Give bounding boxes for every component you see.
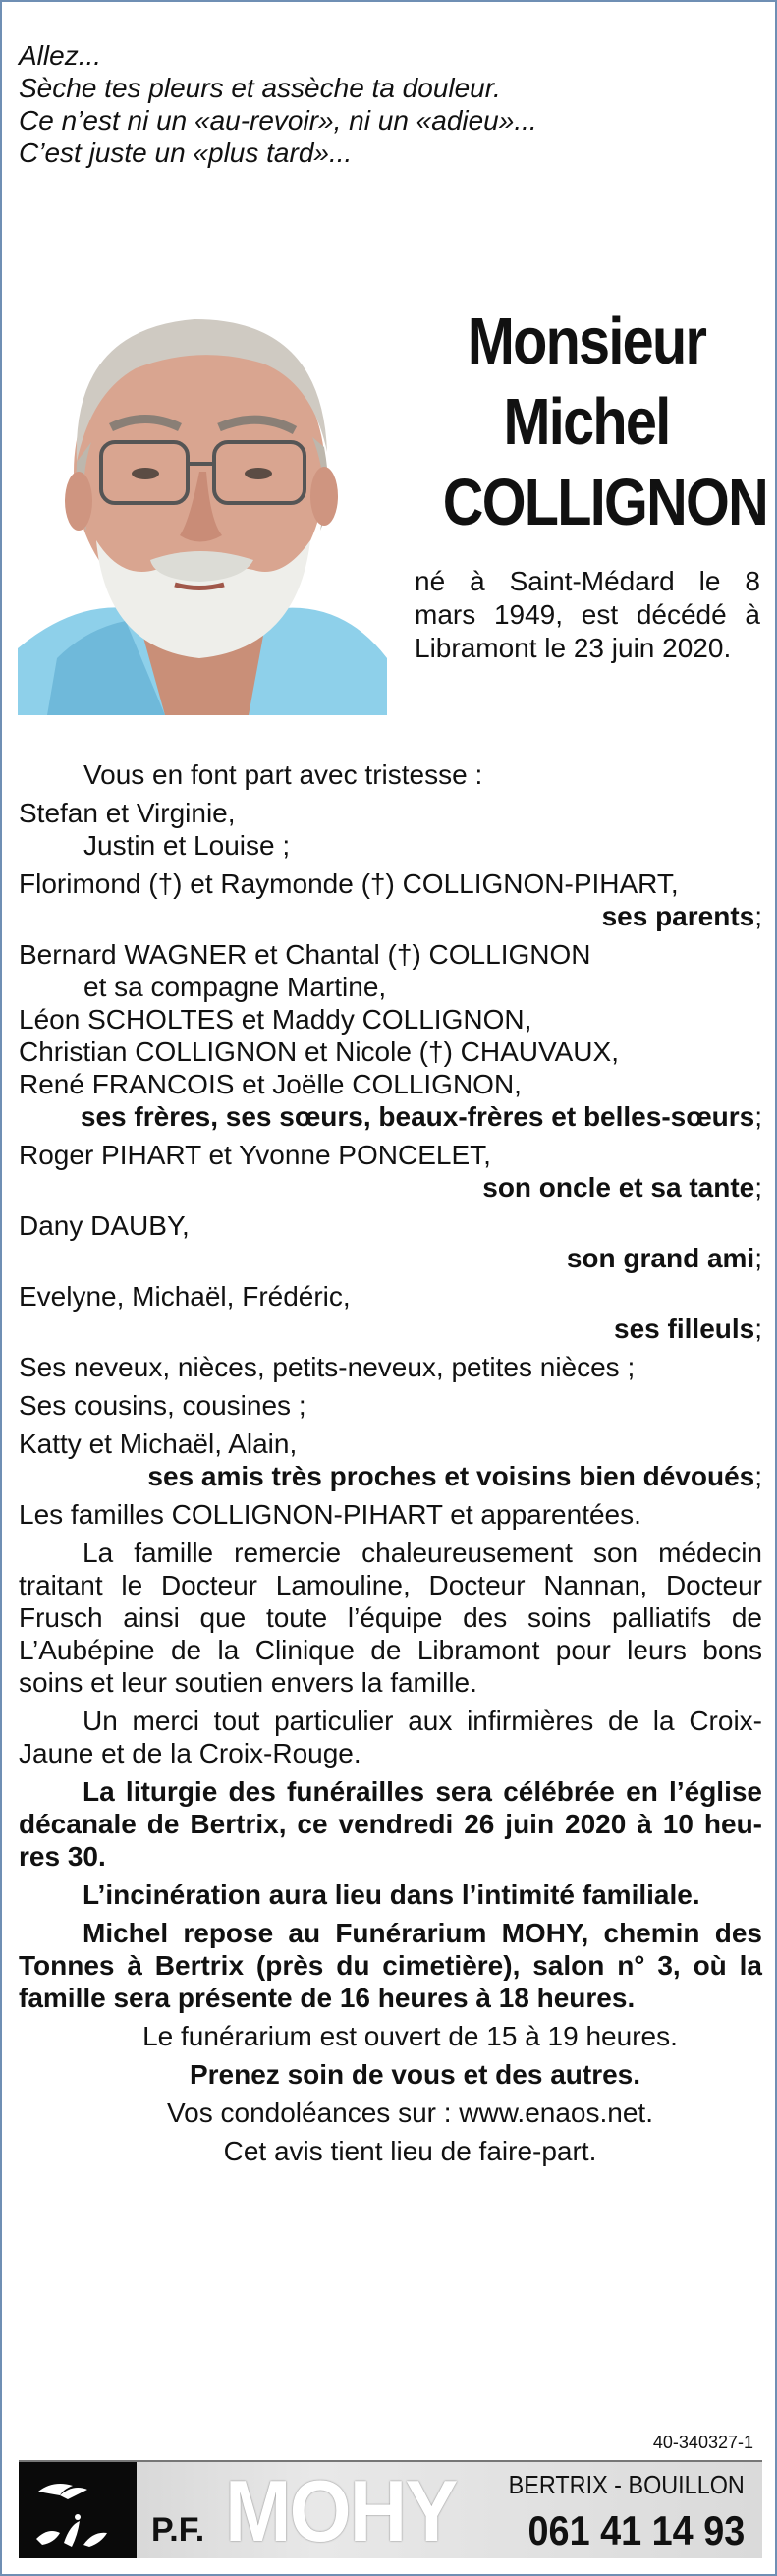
- thanks-paragraph-2: Un merci tout particulier aux infirmières de la Croix-Jaune et de la Croix-Rouge.: [19, 1706, 762, 1768]
- family-line: Christian COLLIGNON et Nicole (†) CHAUVAUX,: [19, 1036, 619, 1067]
- family-line: Ses cousins, cousines ;: [19, 1390, 306, 1421]
- intro-text: Vous en font part avec tristesse :: [83, 759, 483, 790]
- dove-icon: [19, 2462, 137, 2558]
- poem-line: C’est juste un «plus tard»...: [19, 138, 353, 168]
- repose-paragraph: Michel repose au Funérarium MOHY, chemin des Tonnes à Bertrix (près du cimetière), salon n° 3, où la famille sera présente de 16 heures à 18 heures.: [19, 1918, 762, 2013]
- birth-death-text: né à Saint-Médard le 8 mars 1949, est décédé à Libramont le 23 juin 2020.: [415, 566, 760, 663]
- funeral-home-name: MOHY: [225, 2462, 457, 2559]
- portrait-photo: [18, 236, 387, 715]
- family-line: Evelyne, Michaël, Frédéric,: [19, 1281, 351, 1312]
- thanks-paragraph: La famille remercie chaleureusement son médecin traitant le Docteur Lamouline, Docteur Nannan, Docteur Frusch ainsi que toute l’équipe des soins palliatifs de L’Aubépine de la Clinique de Libramont pour leurs bons soins et leur soutien envers la famille.: [19, 1538, 762, 1698]
- incineration-text: L’incinération aura lieu dans l’intimité familiale.: [83, 1879, 700, 1910]
- family-role: ses amis très proches et voisins bien dévoués;: [147, 1461, 762, 1491]
- family-line: Bernard WAGNER et Chantal (†) COLLIGNON: [19, 939, 591, 970]
- announcement-body: [19, 758, 762, 2167]
- funeral-home-phone: 061 41 14 93: [527, 2507, 745, 2553]
- family-line: Katty et Michaël, Alain,: [19, 1428, 298, 1459]
- last-name: COLLIGNON: [442, 466, 768, 539]
- liturgy-paragraph: La liturgie des funérailles sera célébrée en l’église décanale de Bertrix, ce vendredi 26 juin 2020 à 10 heu-res 30.: [19, 1776, 762, 1872]
- opening-hours: Le funérarium est ouvert de 15 à 19 heures.: [142, 2021, 678, 2051]
- notice-text: Cet avis tient lieu de faire-part.: [223, 2136, 597, 2166]
- first-name: Michel: [503, 385, 670, 459]
- deceased-name: [442, 302, 768, 543]
- family-role: ses frères, ses sœurs, beaux-frères et belles-sœurs;: [80, 1101, 762, 1132]
- title-line: Monsieur: [467, 305, 706, 378]
- family-role: ses filleuls;: [614, 1314, 762, 1344]
- family-line: et sa compagne Martine,: [83, 972, 387, 1002]
- family-role: ses parents;: [601, 901, 762, 931]
- reference-number: 40-340327-1: [652, 2433, 753, 2452]
- funeral-home-locations: BERTRIX - BOUILLON: [508, 2470, 745, 2499]
- poem-line: Allez...: [19, 40, 102, 71]
- poem: [19, 39, 765, 169]
- care-message: Prenez soin de vous et des autres.: [189, 2059, 641, 2090]
- family-line: Léon SCHOLTES et Maddy COLLIGNON,: [19, 1004, 532, 1035]
- family-line: Stefan et Virginie,: [19, 798, 236, 828]
- family-line: Roger PIHART et Yvonne PONCELET,: [19, 1140, 491, 1170]
- condolences-text: Vos condoléances sur : www.enaos.net.: [167, 2098, 653, 2128]
- family-line: Ses neveux, nièces, petits-neveux, petites nièces ;: [19, 1352, 636, 1382]
- family-role: son oncle et sa tante;: [482, 1172, 762, 1203]
- family-line: Dany DAUBY,: [19, 1210, 190, 1241]
- family-line: Florimond (†) et Raymonde (†) COLLIGNON-PIHART,: [19, 868, 679, 899]
- funeral-home-prefix: P.F.: [151, 2511, 205, 2548]
- funeral-home-banner: [19, 2460, 762, 2558]
- family-line: Les familles COLLIGNON-PIHART et apparentées.: [19, 1499, 641, 1530]
- poem-line: Ce n’est ni un «au-revoir», ni un «adieu»...: [19, 105, 537, 136]
- family-line: René FRANCOIS et Joëlle COLLIGNON,: [19, 1069, 522, 1099]
- poem-line: Sèche tes pleurs et assèche ta douleur.: [19, 73, 501, 103]
- family-role: son grand ami;: [566, 1243, 762, 1273]
- family-line: Justin et Louise ;: [83, 830, 291, 861]
- funeral-home-logo: [19, 2462, 137, 2558]
